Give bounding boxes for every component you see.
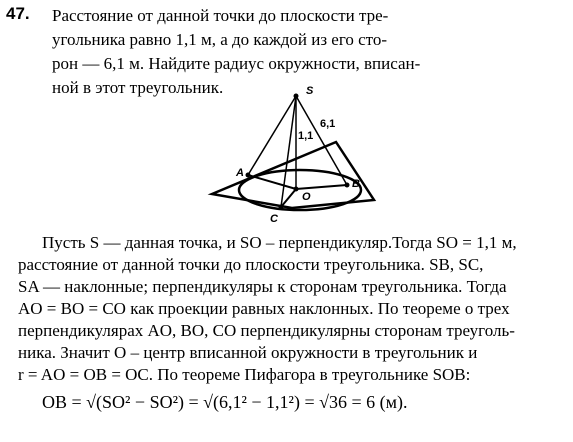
radius-oa: [248, 175, 296, 189]
label-a: A: [236, 167, 244, 179]
solution-line: перпендикулярах AO, BO, CO перпендикулярны сторонам треуголь-: [18, 321, 515, 340]
solution-line: ника. Значит O – центр вписанной окружности в треугольник и: [18, 343, 478, 362]
problem-line: Расстояние от данной точки до плоскости тре-: [52, 6, 389, 25]
edge-sa: [248, 96, 296, 175]
label-slant: 6,1: [320, 118, 336, 130]
point-a: [246, 173, 251, 178]
label-o: O: [302, 191, 311, 203]
problem-line: угольника равно 1,1 м, а до каждой из его сто-: [52, 30, 388, 49]
problem-line: рон — 6,1 м. Найдите радиус окружности, вписан-: [52, 54, 421, 73]
point-o: [294, 187, 299, 192]
solution-line: Пусть S — данная точка, и SO – перпендикуляр.Тогда SO = 1,1 м,: [42, 233, 517, 252]
radius-ob: [296, 185, 347, 189]
label-c: C: [270, 213, 278, 225]
label-s: S: [306, 85, 314, 97]
point-b: [345, 183, 350, 188]
solution-line: AO = BO = CO как проекции равных наклонных. По теореме о трех: [18, 299, 510, 318]
solution-line: SA — наклонные; перпендикуляры к сторонам треугольника. Тогда: [18, 277, 507, 296]
point-s: [294, 94, 299, 99]
solution-line: r = AO = OB = OC. По теореме Пифагора в треугольнике SOB:: [18, 365, 471, 384]
solution-block: [18, 232, 558, 386]
problem-line: ной в этот треугольник.: [52, 78, 224, 97]
point-c: [279, 205, 284, 210]
label-height: 1,1: [298, 130, 314, 142]
solution-line: расстояние от данной точки до плоскости треугольника. SB, SC,: [18, 255, 484, 274]
pythagoras-formula: OB = √(SO² − SO²) = √(6,1² − 1,1²) = √36 = 6 (м).: [42, 392, 408, 412]
problem-number: 47.: [6, 4, 30, 23]
label-b: B: [352, 178, 360, 190]
